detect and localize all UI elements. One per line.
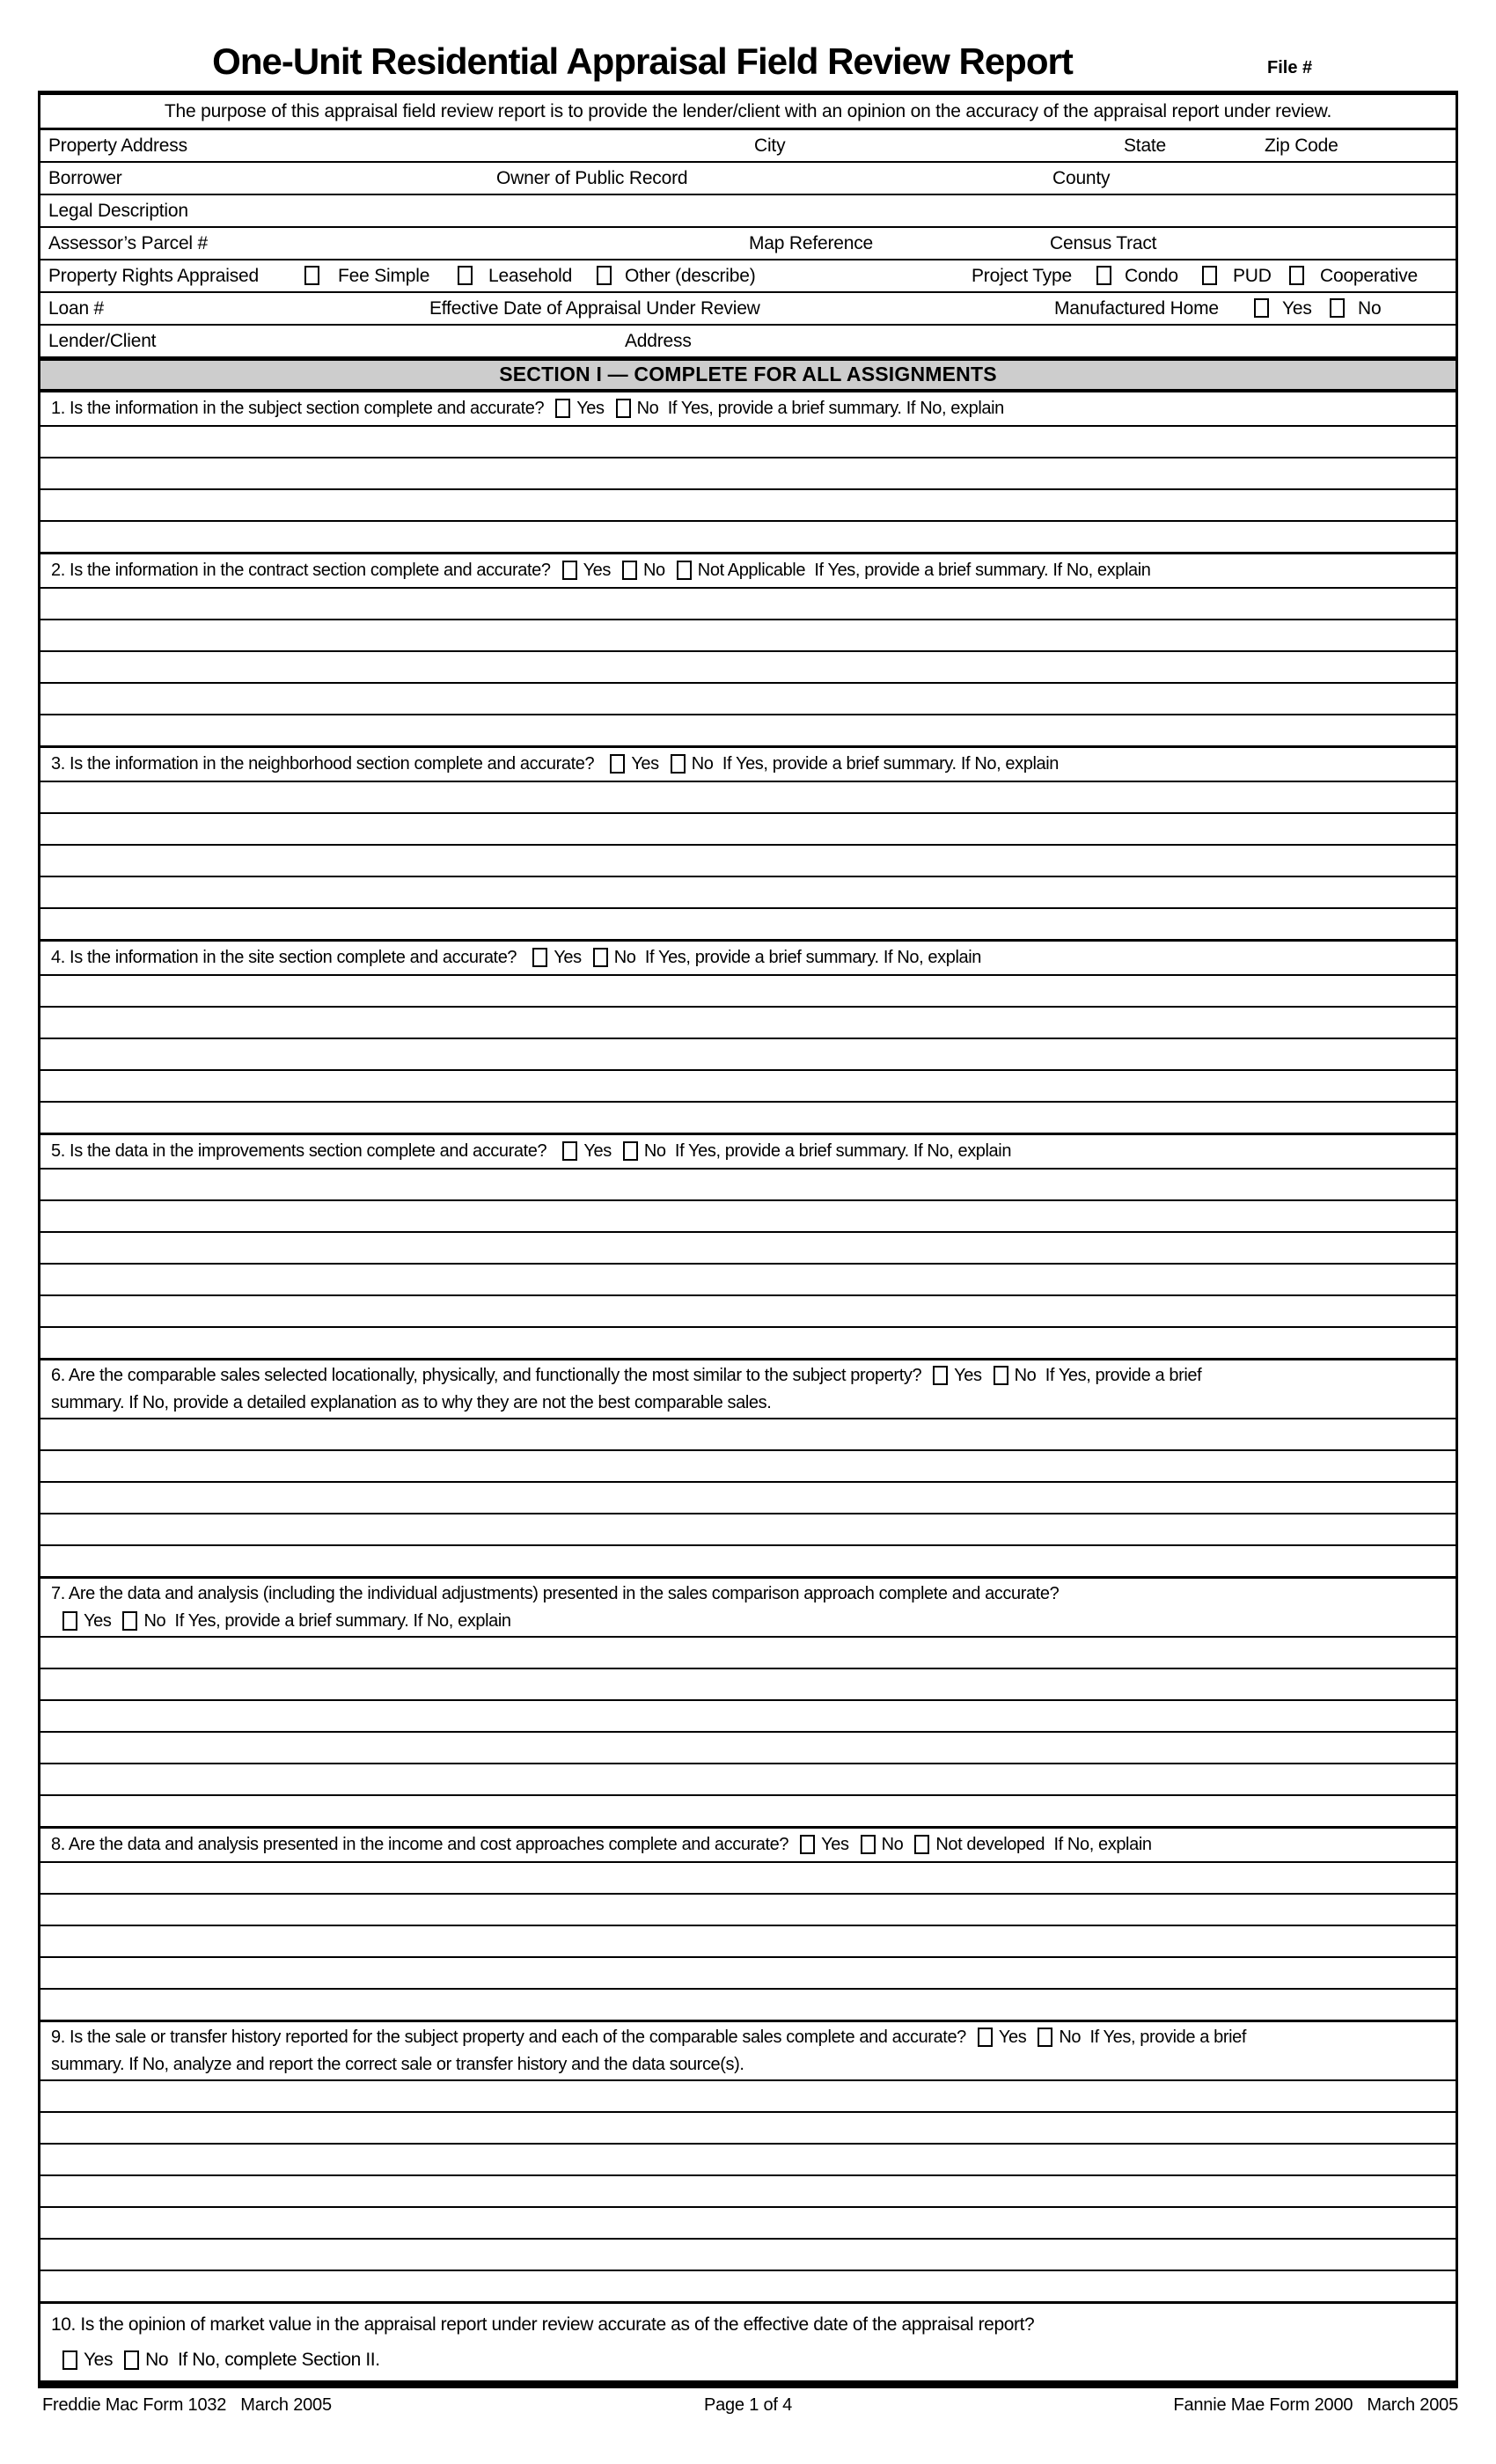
question-3	[40, 747, 1456, 782]
question-8-checkbox-label: Yes	[821, 1835, 849, 1854]
question-3-text: If Yes, provide a brief summary. If No, explain	[713, 754, 1059, 774]
question-2-answer-line[interactable]	[40, 589, 1456, 620]
question-6-text: If Yes, provide a brief	[1036, 1366, 1202, 1385]
question-5-answer-line[interactable]	[40, 1296, 1456, 1328]
question-9-text: summary. If No, analyze and report the correct sale or transfer history and the data source(s).	[51, 2055, 744, 2074]
question-9-text: 9. Is the sale or transfer history reported for the subject property and each of the comparable sales complete and accurate?	[51, 2028, 966, 2047]
question-4-answer-line[interactable]	[40, 976, 1456, 1008]
section1-header: SECTION I — COMPLETE FOR ALL ASSIGNMENTS	[40, 358, 1456, 392]
question-7-checkbox-yes[interactable]	[62, 1611, 77, 1631]
question-7-answer-line[interactable]	[40, 1733, 1456, 1764]
question-4-text: If Yes, provide a brief summary. If No, explain	[635, 948, 981, 967]
question-6-answer-line[interactable]	[40, 1483, 1456, 1514]
question-6-checkbox-label: No	[1014, 1366, 1037, 1385]
question-5-checkbox-label: Yes	[583, 1141, 612, 1161]
question-6-checkbox-yes[interactable]	[933, 1366, 948, 1385]
question-7-answer-line[interactable]	[40, 1796, 1456, 1828]
question-8-checkbox-not-developed[interactable]	[914, 1835, 929, 1854]
question-3-answer-line[interactable]	[40, 814, 1456, 846]
question-4	[40, 941, 1456, 976]
form-table	[38, 91, 1458, 2388]
question-5-text: 5. Is the data in the improvements section complete and accurate?	[51, 1141, 552, 1161]
manufactured-home-no-label: No	[1358, 298, 1382, 319]
question-3-answer-line[interactable]	[40, 846, 1456, 877]
question-9-answer-line[interactable]	[40, 2145, 1456, 2176]
question-9	[40, 2021, 1456, 2081]
cooperative-label: Cooperative	[1320, 266, 1419, 286]
question-8-answer-line[interactable]	[40, 1958, 1456, 1990]
leasehold-label: Leasehold	[488, 266, 573, 286]
question-7-checkbox-label: Yes	[84, 1611, 112, 1631]
question-7-answer-line[interactable]	[40, 1638, 1456, 1669]
lender-client-row[interactable]	[40, 326, 1456, 358]
question-2-answer-line[interactable]	[40, 620, 1456, 652]
loan-number-row[interactable]	[40, 293, 1456, 326]
question-5-checkbox-yes[interactable]	[562, 1141, 577, 1161]
census-tract-label: Census Tract	[1050, 233, 1157, 253]
question-9-checkbox-label: Yes	[998, 2028, 1027, 2047]
question-10-checkbox-label: No	[145, 2350, 169, 2370]
manufactured-home-no-checkbox[interactable]	[1330, 298, 1345, 318]
question-5-answer-line[interactable]	[40, 1328, 1456, 1360]
question-4-answer-line[interactable]	[40, 1071, 1456, 1103]
manufactured-home-yes-checkbox[interactable]	[1254, 298, 1269, 318]
question-9-answer-line[interactable]	[40, 2081, 1456, 2113]
cooperative-checkbox[interactable]	[1289, 266, 1304, 285]
lender-client-label: Lender/Client	[48, 331, 157, 351]
question-6	[40, 1360, 1456, 1419]
question-8-answer-line[interactable]	[40, 1990, 1456, 2021]
section1-questions	[40, 392, 1456, 2382]
question-9-answer-line[interactable]	[40, 2271, 1456, 2303]
question-2-text: If Yes, provide a brief summary. If No, explain	[805, 561, 1151, 580]
question-7-checkbox-label: No	[143, 1611, 166, 1631]
question-8-answer-line[interactable]	[40, 1895, 1456, 1926]
assessors-parcel-label: Assessor’s Parcel #	[48, 233, 208, 253]
question-5-text: If Yes, provide a brief summary. If No, explain	[665, 1141, 1012, 1161]
question-3-answer-line[interactable]	[40, 877, 1456, 909]
question-6-answer-line[interactable]	[40, 1419, 1456, 1451]
question-1-text: If Yes, provide a brief summary. If No, explain	[658, 399, 1004, 418]
question-10	[40, 2303, 1456, 2382]
property-address-label: Property Address	[48, 136, 187, 156]
property-address-row[interactable]	[40, 130, 1456, 163]
question-5	[40, 1134, 1456, 1170]
manufactured-home-yes-label: Yes	[1282, 298, 1312, 319]
question-8-text: 8. Are the data and analysis presented in the income and cost approaches complete and accurate?	[51, 1835, 789, 1854]
owner-of-public-record-label: Owner of Public Record	[496, 168, 688, 188]
question-5-answer-line[interactable]	[40, 1170, 1456, 1201]
question-1-checkbox-label: No	[636, 399, 659, 418]
question-3-checkbox-label: Yes	[631, 754, 659, 774]
question-8-checkbox-no[interactable]	[861, 1835, 876, 1854]
purpose-statement: The purpose of this appraisal field review report is to provide the lender/client with an opinion on the accuracy of the appraisal report under review.	[40, 95, 1456, 130]
question-6-answer-line[interactable]	[40, 1514, 1456, 1546]
question-4-checkbox-no[interactable]	[593, 948, 608, 967]
footer-page-number: Page 1 of 4	[703, 2395, 793, 2415]
question-5-answer-line[interactable]	[40, 1201, 1456, 1233]
question-5-checkbox-label: No	[643, 1141, 666, 1161]
question-7-text: If Yes, provide a brief summary. If No, explain	[165, 1611, 511, 1631]
borrower-row[interactable]	[40, 163, 1456, 195]
state-label: State	[1124, 136, 1167, 156]
question-7-checkbox-no[interactable]	[122, 1611, 137, 1631]
other-describe-checkbox[interactable]	[597, 266, 612, 285]
county-label: County	[1052, 168, 1111, 188]
question-9-answer-line[interactable]	[40, 2113, 1456, 2145]
question-1-text: 1. Is the information in the subject section complete and accurate?	[51, 399, 545, 418]
question-2-checkbox-label: Not Applicable	[697, 561, 806, 580]
question-4-checkbox-label: No	[613, 948, 636, 967]
borrower-label: Borrower	[48, 168, 122, 188]
question-7-answer-line[interactable]	[40, 1669, 1456, 1701]
footer-freddie-mac-form: Freddie Mac Form 1032 March 2005	[42, 2395, 332, 2415]
question-3-text: 3. Is the information in the neighborhood section complete and accurate?	[51, 754, 599, 774]
question-10-text: If No, complete Section II.	[168, 2350, 380, 2370]
question-2	[40, 554, 1456, 589]
question-2-answer-line[interactable]	[40, 652, 1456, 684]
question-6-text: summary. If No, provide a detailed explanation as to why they are not the best comparable sales.	[51, 1393, 772, 1412]
question-10-checkbox-yes[interactable]	[62, 2350, 77, 2370]
pud-checkbox[interactable]	[1202, 266, 1217, 285]
question-7-text: 7. Are the data and analysis (including the individual adjustments) presented in the sales comparison approach complete and accurate?	[51, 1584, 1060, 1603]
question-8-text: If No, explain	[1045, 1835, 1152, 1854]
legal-description-row[interactable]	[40, 195, 1456, 228]
assessors-parcel-row[interactable]	[40, 228, 1456, 260]
property-rights-row[interactable]	[40, 260, 1456, 293]
question-6-checkbox-no[interactable]	[994, 1366, 1008, 1385]
question-2-checkbox-yes[interactable]	[562, 561, 577, 580]
question-4-text: 4. Is the information in the site section complete and accurate?	[51, 948, 522, 967]
question-2-checkbox-no[interactable]	[622, 561, 637, 580]
question-9-text: If Yes, provide a brief	[1081, 2028, 1247, 2047]
zip-code-label: Zip Code	[1265, 136, 1338, 156]
loan-number-label: Loan #	[48, 298, 105, 319]
question-10-checkbox-label: Yes	[84, 2350, 114, 2370]
question-7	[40, 1578, 1456, 1638]
question-3-checkbox-label: No	[691, 754, 714, 774]
question-9-checkbox-yes[interactable]	[978, 2028, 993, 2047]
question-7-answer-line[interactable]	[40, 1764, 1456, 1796]
question-6-checkbox-label: Yes	[954, 1366, 982, 1385]
question-6-text: 6. Are the comparable sales selected locationally, physically, and functionally the most similar to the subject property?	[51, 1366, 922, 1385]
question-2-checkbox-not-applicable[interactable]	[677, 561, 692, 580]
address-label: Address	[625, 331, 692, 351]
question-8-checkbox-label: No	[881, 1835, 904, 1854]
question-1-answer-line[interactable]	[40, 458, 1456, 490]
question-4-checkbox-label: Yes	[554, 948, 582, 967]
question-3-answer-line[interactable]	[40, 909, 1456, 941]
legal-description-label: Legal Description	[48, 201, 188, 221]
question-8-checkbox-label: Not developed	[935, 1835, 1045, 1854]
effective-date-label: Effective Date of Appraisal Under Review	[429, 298, 760, 319]
fee-simple-label: Fee Simple	[338, 266, 430, 286]
question-7-answer-line[interactable]	[40, 1701, 1456, 1733]
question-1-answer-line[interactable]	[40, 490, 1456, 522]
question-1	[40, 392, 1456, 427]
question-4-checkbox-yes[interactable]	[532, 948, 547, 967]
question-2-text: 2. Is the information in the contract section complete and accurate?	[51, 561, 551, 580]
page-title: One-Unit Residential Appraisal Field Review Report	[212, 40, 1073, 82]
question-1-answer-line[interactable]	[40, 427, 1456, 458]
question-9-answer-line[interactable]	[40, 2208, 1456, 2240]
question-8-answer-line[interactable]	[40, 1863, 1456, 1895]
question-5-answer-line[interactable]	[40, 1233, 1456, 1265]
question-9-checkbox-no[interactable]	[1038, 2028, 1052, 2047]
leasehold-checkbox[interactable]	[458, 266, 473, 285]
project-type-label: Project Type	[972, 266, 1072, 286]
pud-label: PUD	[1233, 266, 1272, 286]
question-9-checkbox-label: No	[1059, 2028, 1082, 2047]
question-8-answer-line[interactable]	[40, 1926, 1456, 1958]
question-2-answer-line[interactable]	[40, 684, 1456, 715]
property-rights-appraised-label: Property Rights Appraised	[48, 266, 259, 286]
file-number-label: File #	[1267, 58, 1313, 77]
footer-fannie-mae-form: Fannie Mae Form 2000 March 2005	[1173, 2395, 1458, 2415]
question-3-answer-line[interactable]	[40, 782, 1456, 814]
question-1-checkbox-no[interactable]	[616, 399, 631, 418]
question-9-answer-line[interactable]	[40, 2240, 1456, 2271]
question-8	[40, 1828, 1456, 1863]
other-describe-label: Other (describe)	[625, 266, 756, 286]
question-2-checkbox-label: No	[643, 561, 665, 580]
question-4-answer-line[interactable]	[40, 1039, 1456, 1071]
question-10-checkbox-no[interactable]	[124, 2350, 139, 2370]
question-1-answer-line[interactable]	[40, 522, 1456, 554]
question-4-answer-line[interactable]	[40, 1008, 1456, 1039]
fee-simple-checkbox[interactable]	[304, 266, 319, 285]
question-1-checkbox-label: Yes	[576, 399, 605, 418]
question-9-answer-line[interactable]	[40, 2176, 1456, 2208]
manufactured-home-label: Manufactured Home	[1054, 298, 1219, 319]
question-10-text: 10. Is the opinion of market value in the appraisal report under review accurate as of the effective date of the appraisal report?	[51, 2314, 1035, 2335]
question-4-answer-line[interactable]	[40, 1103, 1456, 1134]
question-1-checkbox-yes[interactable]	[555, 399, 570, 418]
condo-label: Condo	[1125, 266, 1178, 286]
map-reference-label: Map Reference	[749, 233, 873, 253]
question-2-answer-line[interactable]	[40, 715, 1456, 747]
question-8-checkbox-yes[interactable]	[800, 1835, 815, 1854]
question-6-answer-line[interactable]	[40, 1451, 1456, 1483]
question-5-answer-line[interactable]	[40, 1265, 1456, 1296]
question-3-checkbox-yes[interactable]	[610, 754, 625, 774]
question-6-answer-line[interactable]	[40, 1546, 1456, 1578]
question-3-checkbox-no[interactable]	[671, 754, 686, 774]
question-5-checkbox-no[interactable]	[623, 1141, 638, 1161]
city-label: City	[754, 136, 786, 156]
page-footer	[38, 2395, 1458, 2416]
question-2-checkbox-label: Yes	[583, 561, 612, 580]
condo-checkbox[interactable]	[1096, 266, 1111, 285]
